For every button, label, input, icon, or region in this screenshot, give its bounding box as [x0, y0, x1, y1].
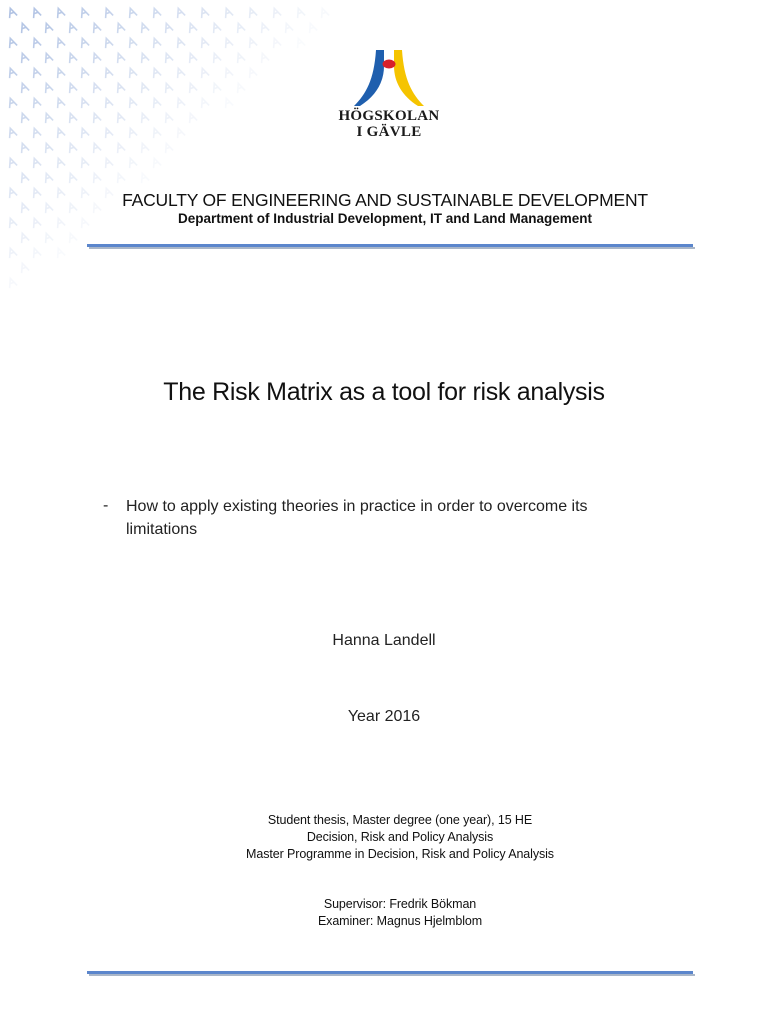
university-logo	[334, 48, 444, 148]
pattern-mark	[151, 67, 162, 78]
subtitle-dash: -	[103, 497, 109, 514]
pattern-mark	[283, 22, 294, 33]
department-heading: Department of Industrial Development, IT and Land Management	[177, 211, 593, 226]
pattern-mark	[115, 22, 126, 33]
pattern-mark	[127, 157, 138, 168]
pattern-mark	[19, 232, 30, 243]
pattern-mark	[7, 247, 18, 258]
pattern-mark	[79, 7, 90, 18]
pattern-mark	[259, 52, 270, 63]
pattern-mark	[19, 22, 30, 33]
pattern-mark	[19, 172, 30, 183]
pattern-mark	[55, 67, 66, 78]
pattern-mark	[67, 232, 78, 243]
pattern-mark	[103, 7, 114, 18]
pattern-mark	[31, 127, 42, 138]
pattern-mark	[31, 217, 42, 228]
pattern-mark	[319, 7, 330, 18]
pattern-mark	[31, 247, 42, 258]
pattern-mark	[247, 37, 258, 48]
pattern-mark	[19, 82, 30, 93]
pattern-mark	[163, 112, 174, 123]
pattern-mark	[55, 187, 66, 198]
pattern-mark	[187, 82, 198, 93]
pattern-mark	[55, 127, 66, 138]
pattern-mark	[67, 22, 78, 33]
author-name: Hanna Landell	[332, 632, 436, 649]
pattern-mark	[67, 82, 78, 93]
pattern-mark	[79, 67, 90, 78]
pattern-mark	[175, 37, 186, 48]
thesis-type: Student thesis, Master degree (one year), 15 HE	[267, 813, 533, 827]
pattern-mark	[7, 277, 18, 288]
pattern-mark	[7, 67, 18, 78]
pattern-mark	[235, 82, 246, 93]
pattern-mark	[19, 52, 30, 63]
examiner: Examiner: Magnus Hjelmblom	[317, 914, 483, 928]
pattern-mark	[43, 172, 54, 183]
pattern-mark	[211, 22, 222, 33]
pattern-mark	[187, 52, 198, 63]
pattern-mark	[127, 7, 138, 18]
pattern-mark	[223, 37, 234, 48]
pattern-mark	[43, 202, 54, 213]
pattern-mark	[235, 52, 246, 63]
pattern-mark	[295, 7, 306, 18]
pattern-mark	[115, 82, 126, 93]
pattern-mark	[139, 172, 150, 183]
logo-text-line2: I GÄVLE	[356, 124, 422, 140]
pattern-mark	[187, 22, 198, 33]
logo-text-line1: HÖGSKOLAN	[338, 108, 440, 124]
pattern-mark	[67, 202, 78, 213]
pattern-mark	[55, 37, 66, 48]
pattern-mark	[31, 7, 42, 18]
pattern-mark	[43, 22, 54, 33]
pattern-mark	[43, 112, 54, 123]
thesis-title: The Risk Matrix as a tool for risk analysis	[163, 378, 605, 406]
pattern-mark	[163, 22, 174, 33]
pattern-mark	[55, 157, 66, 168]
decorative-pattern	[0, 0, 340, 300]
thesis-subtitle: How to apply existing theories in practice in order to overcome its limitations	[126, 498, 588, 538]
pattern-mark	[43, 82, 54, 93]
pattern-mark	[19, 142, 30, 153]
pattern-mark	[103, 97, 114, 108]
pattern-mark	[247, 7, 258, 18]
pattern-mark	[103, 157, 114, 168]
hogskolan-gavle-logo-icon	[354, 48, 424, 108]
supervisor: Supervisor: Fredrik Bökman	[323, 897, 477, 911]
pattern-mark	[271, 7, 282, 18]
pattern-mark	[91, 82, 102, 93]
pattern-mark	[187, 112, 198, 123]
pattern-mark	[7, 127, 18, 138]
pattern-mark	[199, 67, 210, 78]
pattern-mark	[7, 187, 18, 198]
pattern-mark	[175, 127, 186, 138]
pattern-mark	[55, 97, 66, 108]
pattern-mark	[151, 157, 162, 168]
top-divider	[87, 244, 695, 250]
pattern-mark	[79, 127, 90, 138]
pattern-mark	[151, 127, 162, 138]
pattern-mark	[19, 112, 30, 123]
pattern-mark	[307, 22, 318, 33]
pattern-mark	[163, 52, 174, 63]
pattern-mark	[19, 262, 30, 273]
pattern-mark	[91, 112, 102, 123]
pattern-mark	[67, 52, 78, 63]
pattern-mark	[247, 67, 258, 78]
pattern-mark	[43, 52, 54, 63]
pattern-mark	[7, 7, 18, 18]
pattern-mark	[31, 157, 42, 168]
pattern-mark	[127, 67, 138, 78]
pattern-mark	[43, 232, 54, 243]
pattern-mark	[175, 97, 186, 108]
pattern-mark	[151, 37, 162, 48]
pattern-mark	[139, 112, 150, 123]
pattern-mark	[175, 67, 186, 78]
faculty-heading: FACULTY OF ENGINEERING AND SUSTAINABLE DEVELOPMENT	[122, 190, 648, 210]
pattern-mark	[199, 37, 210, 48]
pattern-mark	[151, 7, 162, 18]
pattern-mark	[55, 247, 66, 258]
pattern-mark	[163, 142, 174, 153]
pattern-mark	[91, 22, 102, 33]
pattern-mark	[67, 112, 78, 123]
pattern-mark	[295, 37, 306, 48]
pattern-mark	[127, 97, 138, 108]
pattern-mark	[199, 7, 210, 18]
pattern-mark	[91, 172, 102, 183]
pattern-mark	[7, 97, 18, 108]
pattern-mark	[31, 187, 42, 198]
pattern-mark	[79, 97, 90, 108]
pattern-mark	[31, 37, 42, 48]
pattern-mark	[55, 7, 66, 18]
pattern-mark	[7, 217, 18, 228]
pattern-mark	[103, 127, 114, 138]
thesis-subject: Decision, Risk and Policy Analysis	[306, 830, 494, 844]
pattern-mark	[79, 157, 90, 168]
pattern-mark	[139, 82, 150, 93]
pattern-mark	[235, 22, 246, 33]
pattern-mark	[211, 82, 222, 93]
pattern-mark	[115, 112, 126, 123]
pattern-mark	[271, 37, 282, 48]
pattern-mark	[67, 142, 78, 153]
pattern-mark	[115, 52, 126, 63]
pattern-mark	[7, 37, 18, 48]
pattern-mark	[127, 37, 138, 48]
pattern-mark	[55, 217, 66, 228]
pattern-mark	[103, 67, 114, 78]
pattern-mark	[115, 142, 126, 153]
pattern-mark	[43, 142, 54, 153]
pattern-mark	[139, 52, 150, 63]
pattern-mark	[139, 142, 150, 153]
pattern-mark	[211, 52, 222, 63]
pattern-mark	[151, 97, 162, 108]
pattern-mark	[163, 82, 174, 93]
pattern-mark	[175, 7, 186, 18]
thesis-year: Year 2016	[347, 708, 421, 725]
pattern-mark	[91, 52, 102, 63]
pattern-mark	[223, 97, 234, 108]
pattern-mark	[115, 172, 126, 183]
pattern-mark	[91, 142, 102, 153]
pattern-mark	[31, 67, 42, 78]
pattern-mark	[127, 127, 138, 138]
pattern-mark	[223, 7, 234, 18]
pattern-mark	[223, 67, 234, 78]
pattern-mark	[139, 22, 150, 33]
pattern-mark	[199, 97, 210, 108]
pattern-mark	[79, 37, 90, 48]
pattern-mark	[259, 22, 270, 33]
thesis-programme: Master Programme in Decision, Risk and Policy Analysis	[246, 847, 554, 861]
pattern-mark	[31, 97, 42, 108]
pattern-mark	[67, 172, 78, 183]
pattern-mark	[19, 202, 30, 213]
pattern-mark	[103, 37, 114, 48]
bottom-divider	[87, 971, 695, 977]
pattern-mark	[7, 157, 18, 168]
